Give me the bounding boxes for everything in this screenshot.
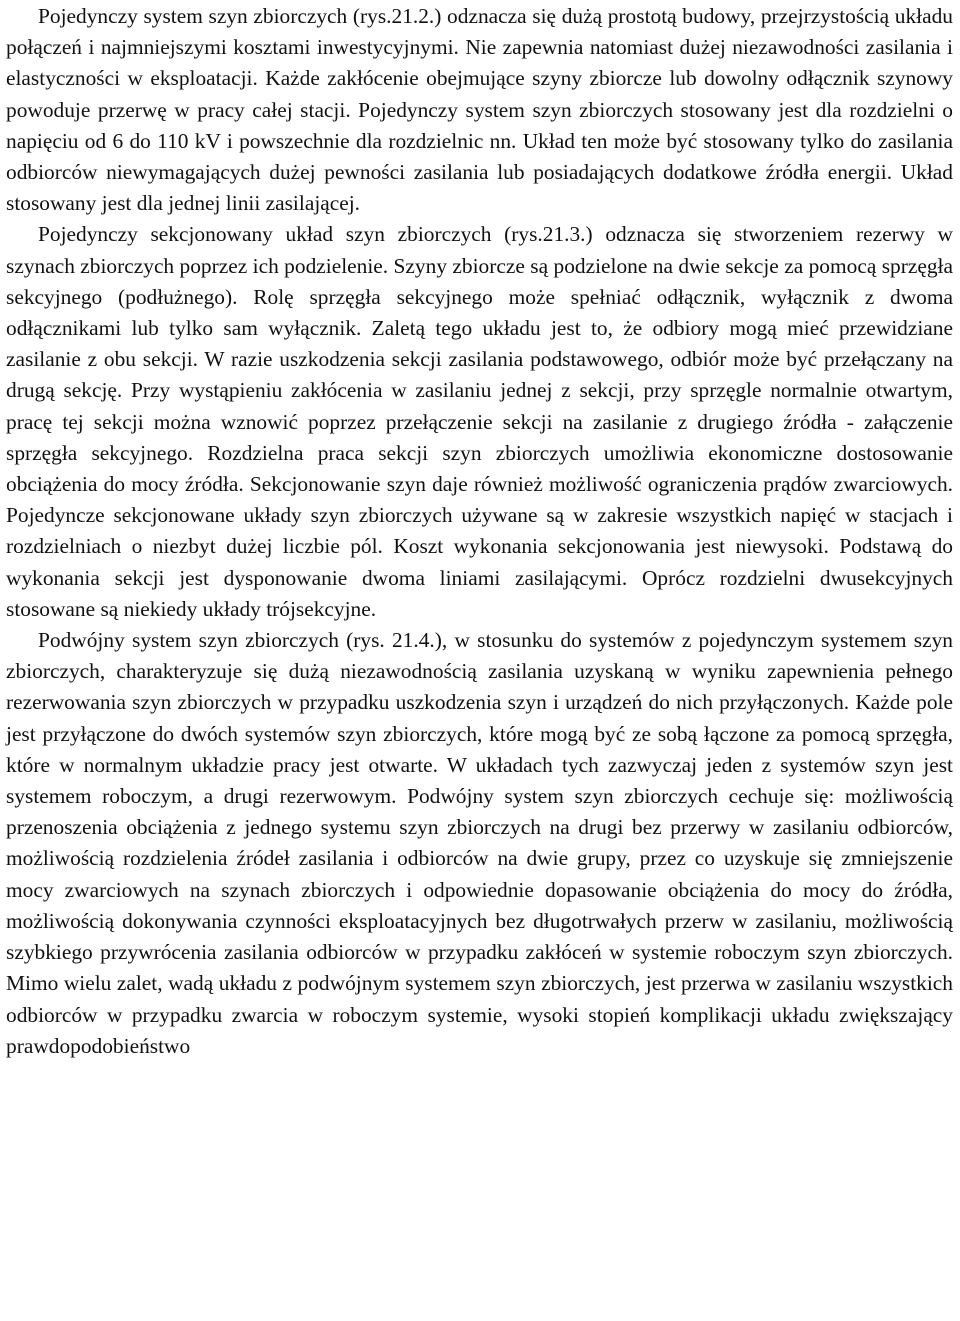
paragraph-double-busbar-system: Podwójny system szyn zbiorczych (rys. 21.4.), w stosunku do systemów z pojedynczym systemem szyn zbiorczych, charakteryzuje się dużą niezawodnością zasilania uzyskaną w wyniku zapewnienia pełnego rezerwowania szyn zbiorczych w przypadku uszkodzenia szyn i urządzeń do nich przyłączonych. Każde pole jest przyłączone do dwóch systemów szyn zbiorczych, które mogą być ze sobą łączone za pomocą sprzęgła, które w normalnym układzie pracy jest otwarte. W układach tych zazwyczaj jeden z systemów szyn jest systemem roboczym, a drugi rezerwowym. Podwójny system szyn zbiorczych cechuje się: możliwością przenoszenia obciążenia z jednego systemu szyn zbiorczych na drugi bez przerwy w zasilaniu odbiorców, możliwością rozdzielenia źródeł zasilania i odbiorców na dwie grupy, przez co uzyskuje się zmniejszenie mocy zwarciowych na szynach zbiorczych i odpowiednie dopasowanie obciążenia do mocy do źródła, możliwością dokonywania czynności eksploatacyjnych bez długotrwałych przerw w zasilaniu, możliwością szybkiego przywrócenia zasilania odbiorców w przypadku zakłóceń w systemie roboczym szyn zbiorczych. Mimo wielu zalet, wadą układu z podwójnym systemem szyn zbiorczych, jest przerwa w zasilaniu wszystkich odbiorców w przypadku zwarcia w roboczym systemie, wysoki stopień komplikacji układu zwiększający prawdopodobieństwo — [6, 628, 953, 1058]
paragraph-sectioned-busbar-system: Pojedynczy sekcjonowany układ szyn zbiorczych (rys.21.3.) odznacza się stworzeniem rezerwy w szynach zbiorczych poprzez ich podzielenie. Szyny zbiorcze są podzielone na dwie sekcje za pomocą sprzęgła sekcyjnego (podłużnego). Rolę sprzęgła sekcyjnego może spełniać odłącznik, wyłącznik z dwoma odłącznikami lub tylko sam wyłącznik. Zaletą tego układu jest to, że odbiory mogą mieć przewidziane zasilanie z obu sekcji. W razie uszkodzenia sekcji zasilania podstawowego, odbiór może być przełączany na drugą sekcję. Przy wystąpieniu zakłócenia w zasilaniu jednej z sekcji, przy sprzęgle normalnie otwartym, pracę tej sekcji można wznowić poprzez przełączenie sekcji na zasilanie z drugiego źródła - załączenie sprzęgła sekcyjnego. Rozdzielna praca sekcji szyn zbiorczych umożliwia ekonomiczne dostosowanie obciążenia do mocy źródła. Sekcjonowanie szyn daje również możliwość ograniczenia prądów zwarciowych. Pojedyncze sekcjonowane układy szyn zbiorczych używane są w zakresie wszystkich napięć w stacjach i rozdzielniach o niezbyt dużej liczbie pól. Koszt wykonania sekcjonowania jest niewysoki. Podstawą do wykonania sekcji jest dysponowanie dwoma liniami zasilającymi. Oprócz rozdzielni dwusekcyjnych stosowane są niekiedy układy trójsekcyjne. — [6, 222, 953, 621]
paragraph-single-busbar-system: Pojedynczy system szyn zbiorczych (rys.21.2.) odznacza się dużą prostotą budowy, przejrzystością układu połączeń i najmniejszymi kosztami inwestycyjnymi. Nie zapewnia natomiast dużej niezawodności zasilania i elastyczności w eksploatacji. Każde zakłócenie obejmujące szyny zbiorcze lub dowolny odłącznik szynowy powoduje przerwę w pracy całej stacji. Pojedynczy system szyn zbiorczych stosowany jest dla rozdzielni o napięciu od 6 do 110 kV i powszechnie dla rozdzielnic nn. Układ ten może być stosowany tylko do zasilania odbiorców niewymagających dużej pewności zasilania lub posiadających dodatkowe źródła energii. Układ stosowany jest dla jednej linii zasilającej. — [6, 4, 953, 216]
